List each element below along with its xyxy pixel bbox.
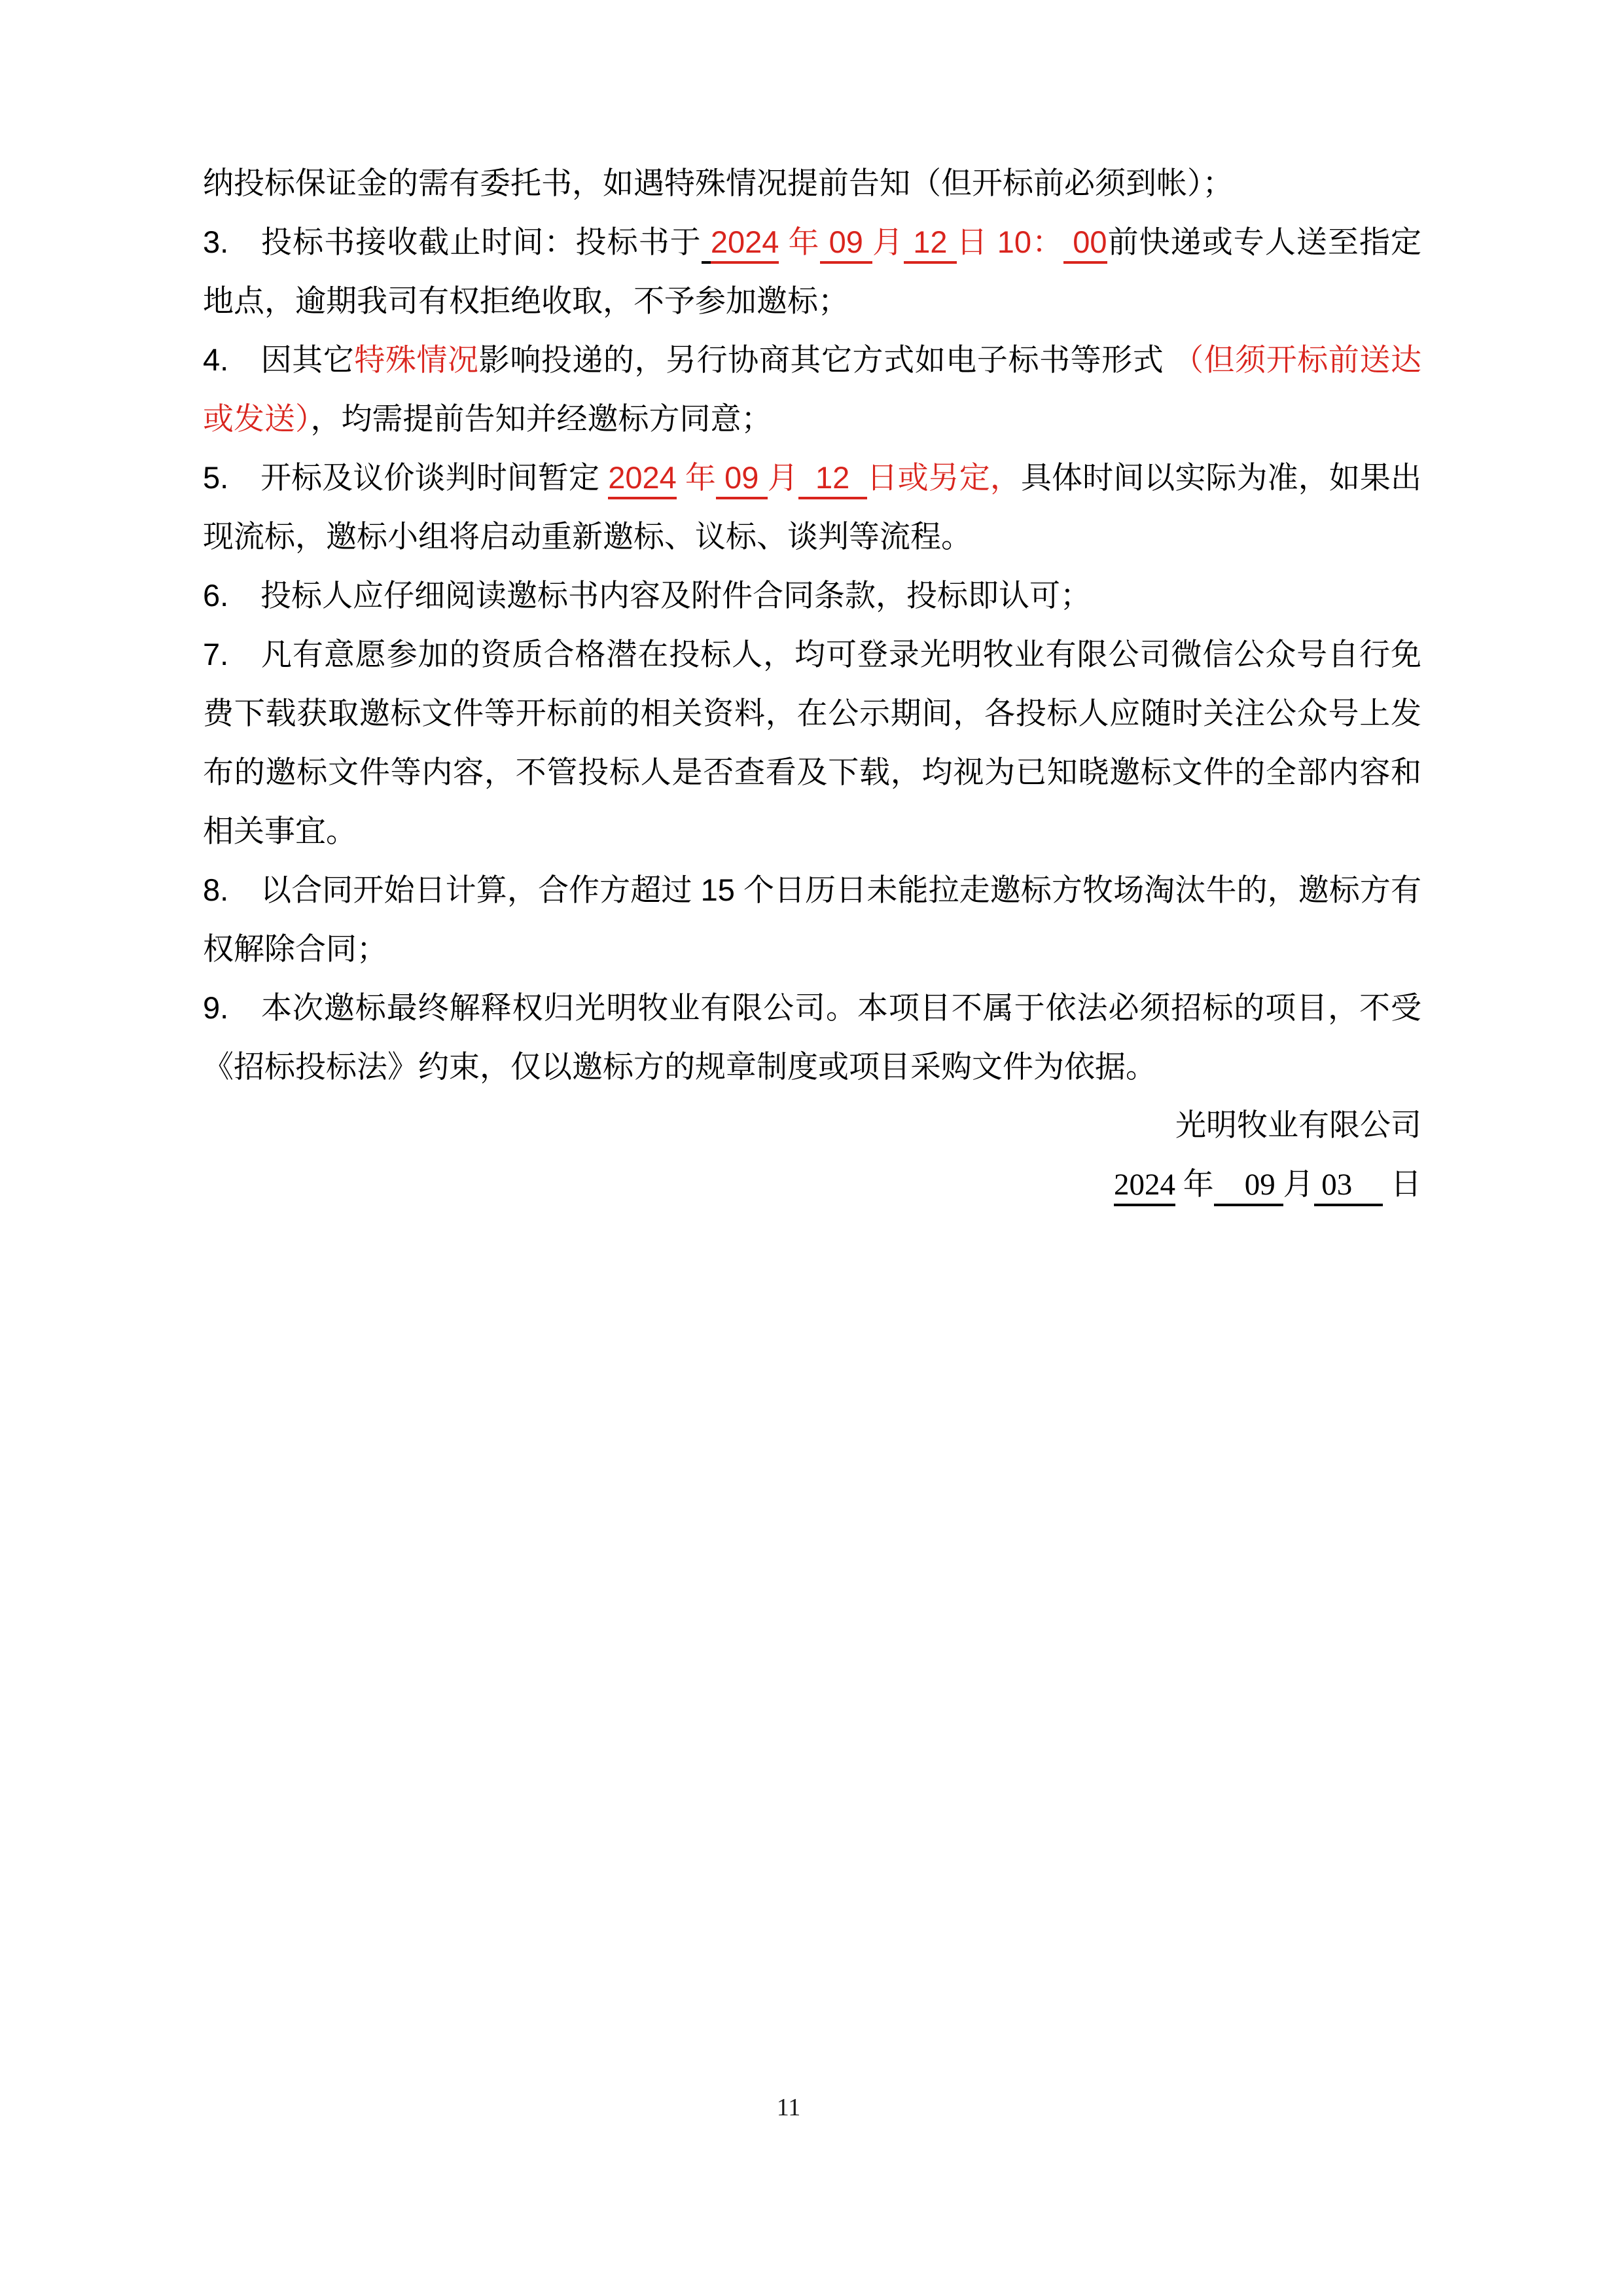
clause-8-number: 8. (203, 872, 229, 907)
signature-date-month-field: 09 (1214, 1168, 1283, 1206)
clause-7-text: 凡有意愿参加的资质合格潜在投标人，均可登录光明牧业有限公司微信公众号自行免费下载获取邀标文件等开标前的相关资料，在公示期间，各投标人应随时关注公众号上发布的邀标文件等内容，不管投标人是否查看及下载，均视为已知晓邀标文件的全部内容和相关事宜。 (203, 637, 1421, 848)
signature-date-year-label: 年 (1175, 1168, 1214, 1202)
clause-3-post-text: 前快递或专人送至指定地点，逾期我司有权拒绝收取，不予参加邀标； (203, 224, 1422, 318)
clause-7 (203, 625, 1421, 861)
clause-3 (203, 213, 1421, 331)
clause-5-year-field: 2024 (608, 460, 677, 499)
clause-6-number: 6. (203, 578, 229, 613)
clause-5-post-text: 具体时间以实际为准，如果出现流标，邀标小组将启动重新邀标、议标、谈判等流程。 (203, 460, 1421, 554)
clause-4-red-phrase: 特殊情况 (354, 342, 479, 377)
clause-9 (203, 978, 1421, 1096)
clause-3-lead-underline (702, 224, 711, 264)
clause-5-day-field: 12 (798, 460, 867, 499)
signature-date-year-field: 2024 (1114, 1168, 1175, 1206)
signature-date-day-label: 日 (1383, 1168, 1421, 1202)
clause-2-continuation-text: 纳投标保证金的需有委托书，如遇特殊情况提前告知（但开标前必须到帐）； (203, 166, 1234, 200)
clause-8-text: 以合同开始日计算，合作方超过 15 个日历日未能拉走邀标方牧场淘汰牛的，邀标方有权解除合同； (203, 872, 1421, 966)
clause-9-number: 9. (203, 990, 229, 1025)
clause-5-month-label: 月 (767, 460, 798, 495)
clause-3-month-field: 09 (820, 224, 873, 264)
clause-4-red-parenthetical: （但须开标前送达或发送） (203, 342, 1422, 436)
clause-3-time-field: 00 (1063, 224, 1107, 264)
clause-4-text-1: 因其它 (260, 342, 355, 377)
clause-5-day-label: 日或另定， (866, 460, 1021, 495)
clause-2-continuation (203, 154, 1421, 213)
clause-8 (203, 861, 1421, 978)
signature-company-name: 光明牧业有限公司 (1175, 1109, 1421, 1143)
clause-4-number: 4. (203, 342, 229, 377)
page-number: 11 (776, 2094, 801, 2121)
clause-3-year-field: 2024 (711, 224, 779, 264)
clause-3-number: 3. (203, 224, 229, 259)
clause-3-day-time-label: 日 10： (956, 224, 1064, 259)
signature-date (203, 1155, 1421, 1214)
signature-date-day-field: 03 (1314, 1168, 1383, 1206)
clause-3-day-field: 12 (904, 224, 957, 264)
clause-9-text: 本次邀标最终解释权归光明牧业有限公司。本项目不属于依法必须招标的项目，不受《招标投标法》约束，仅以邀标方的规章制度或项目采购文件为依据。 (203, 990, 1421, 1084)
clause-7-number: 7. (203, 637, 229, 672)
clause-3-pre-text: 投标书接收截止时间：投标书于 (260, 224, 702, 259)
clause-3-year-label: 年 (779, 224, 820, 259)
clause-4-text-3: ，均需提前告知并经邀标方同意； (310, 401, 772, 436)
clause-5 (203, 448, 1421, 566)
clause-4 (203, 331, 1421, 448)
clause-5-pre-text: 开标及议价谈判时间暂定 (260, 460, 609, 495)
clause-4-text-2: 影响投递的，另行协商其它方式如电子标书等形式 (478, 342, 1173, 377)
clause-6-text: 投标人应仔细阅读邀标书内容及附件合同条款，投标即认可； (260, 578, 1091, 613)
signature-company (203, 1096, 1421, 1155)
clause-5-month-field: 09 (716, 460, 768, 499)
signature-date-month-label: 月 (1283, 1168, 1314, 1202)
document-body (203, 154, 1421, 1214)
clause-3-month-label: 月 (872, 224, 904, 259)
clause-5-year-label: 年 (676, 460, 716, 495)
clause-6 (203, 566, 1421, 625)
clause-5-number: 5. (203, 460, 229, 495)
